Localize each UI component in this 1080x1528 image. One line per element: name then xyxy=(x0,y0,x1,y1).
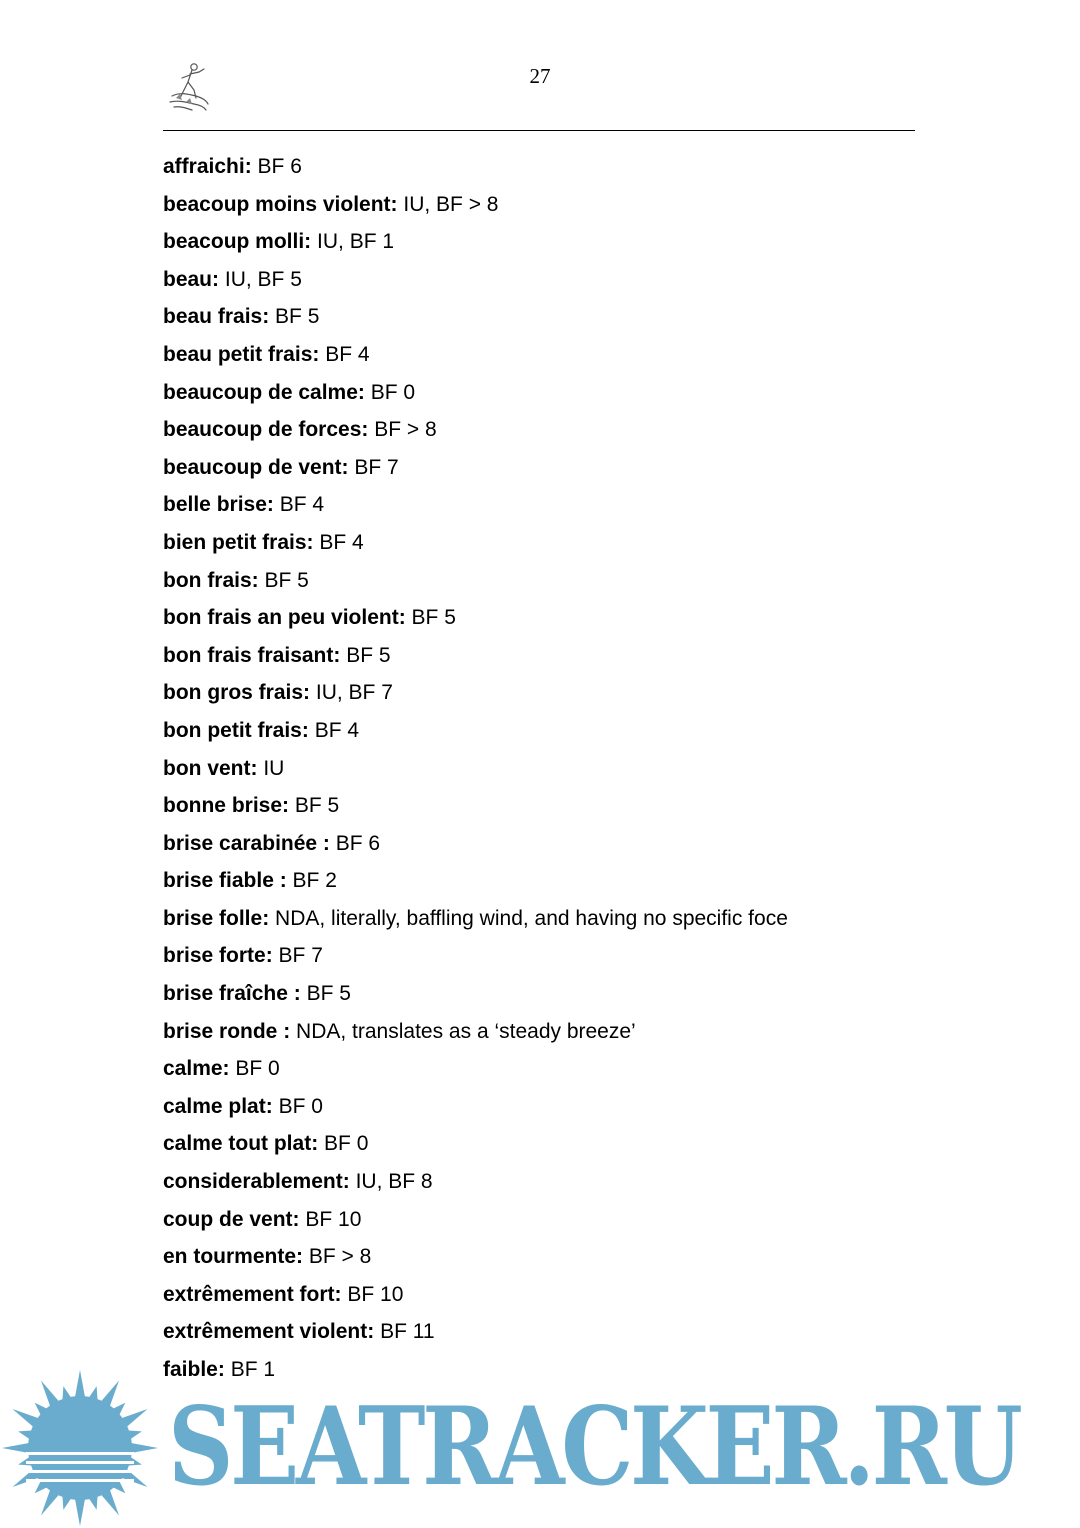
entry-value: BF 11 xyxy=(380,1320,435,1344)
glossary-entry xyxy=(163,678,1023,716)
entry-term: beacoup moins violent: xyxy=(163,192,398,216)
glossary-entry xyxy=(163,941,1023,979)
glossary-entry xyxy=(163,265,1023,303)
glossary-entry xyxy=(163,791,1023,829)
glossary-entry xyxy=(163,1167,1023,1205)
entry-term: beaucoup de forces: xyxy=(163,418,369,442)
glossary-entry xyxy=(163,490,1023,528)
entry-term: bon frais fraisant: xyxy=(163,643,341,667)
glossary-entry xyxy=(163,1054,1023,1092)
sun-icon xyxy=(0,1368,160,1528)
entry-term: beau frais: xyxy=(163,305,270,329)
entry-term: belle brise: xyxy=(163,493,274,517)
entry-value: NDA, translates as a ‘steady breeze’ xyxy=(296,1019,636,1043)
entry-value: BF 5 xyxy=(411,606,456,630)
glossary-list xyxy=(163,152,1023,1393)
entry-value: BF 0 xyxy=(235,1057,280,1081)
glossary-entry xyxy=(163,1017,1023,1055)
entry-value: BF 0 xyxy=(324,1132,369,1156)
entry-term: beau: xyxy=(163,267,220,291)
entry-value: BF 5 xyxy=(294,794,340,818)
entry-value: BF > 8 xyxy=(308,1245,372,1269)
entry-term: faible: xyxy=(163,1358,225,1381)
glossary-entry xyxy=(163,528,1023,566)
glossary-entry xyxy=(163,1092,1023,1130)
glossary-entry xyxy=(163,979,1023,1017)
page-number: 27 xyxy=(529,64,551,88)
entry-term: extrêmement fort: xyxy=(163,1282,342,1306)
entry-term: calme tout plat: xyxy=(163,1132,319,1156)
glossary-entry xyxy=(163,378,1023,416)
entry-term: bon petit frais: xyxy=(163,718,309,742)
glossary-entry xyxy=(163,1242,1023,1280)
entry-value: BF 6 xyxy=(257,155,302,178)
entry-value: IU, BF 7 xyxy=(315,681,393,705)
watermark-text: SEATRACKER.RU xyxy=(168,1384,1020,1510)
glossary-entry xyxy=(163,415,1023,453)
entry-term: en tourmente: xyxy=(163,1245,304,1269)
glossary-entry xyxy=(163,453,1023,491)
entry-value: BF > 8 xyxy=(374,418,437,442)
glossary-entry xyxy=(163,340,1023,378)
entry-value: IU, BF > 8 xyxy=(403,192,499,216)
entry-term: considerablement: xyxy=(163,1170,350,1194)
entry-value: BF 0 xyxy=(278,1094,323,1118)
sailor-figure-icon xyxy=(166,60,210,112)
glossary-entry xyxy=(163,904,1023,942)
entry-term: brise forte: xyxy=(163,944,273,968)
entry-value: BF 7 xyxy=(278,944,323,968)
entry-term: brise ronde : xyxy=(163,1019,291,1043)
glossary-entry xyxy=(163,716,1023,754)
entry-value: BF 5 xyxy=(264,568,309,592)
glossary-entry xyxy=(163,566,1023,604)
entry-value: BF 10 xyxy=(347,1282,404,1306)
entry-term: beau petit frais: xyxy=(163,342,320,366)
entry-value: NDA, literally, baffling wind, and having no specific foce xyxy=(275,906,788,930)
entry-value: BF 7 xyxy=(354,455,399,479)
entry-term: calme plat: xyxy=(163,1094,273,1118)
entry-term: bon frais an peu violent: xyxy=(163,606,406,630)
entry-term: affraichi: xyxy=(163,155,252,178)
entry-term: bien petit frais: xyxy=(163,530,314,554)
entry-value: IU, BF 1 xyxy=(317,230,395,254)
glossary-entry xyxy=(163,1205,1023,1243)
entry-value: BF 5 xyxy=(306,982,351,1006)
glossary-entry xyxy=(163,754,1023,792)
entry-value: BF 2 xyxy=(292,869,337,893)
glossary-entry xyxy=(163,1129,1023,1167)
entry-term: brise fraîche : xyxy=(163,982,301,1006)
glossary-entry xyxy=(163,1280,1023,1318)
entry-value: BF 5 xyxy=(346,643,391,667)
entry-term: beaucoup de calme: xyxy=(163,380,365,404)
entry-value: BF 4 xyxy=(279,493,325,517)
glossary-entry xyxy=(163,227,1023,265)
glossary-entry xyxy=(163,641,1023,679)
entry-term: brise carabinée : xyxy=(163,831,330,855)
glossary-entry xyxy=(163,1317,1023,1355)
entry-term: bon vent: xyxy=(163,756,258,780)
glossary-entry xyxy=(163,866,1023,904)
header-rule xyxy=(163,130,915,131)
entry-term: brise fiable : xyxy=(163,869,287,893)
entry-term: calme: xyxy=(163,1057,230,1081)
entry-value: BF 6 xyxy=(335,831,381,855)
entry-value: BF 10 xyxy=(305,1207,362,1231)
entry-value: IU, BF 8 xyxy=(355,1170,433,1194)
entry-term: brise folle: xyxy=(163,906,270,930)
entry-term: bon gros frais: xyxy=(163,681,311,705)
entry-term: extrêmement violent: xyxy=(163,1320,375,1344)
entry-term: beacoup molli: xyxy=(163,230,312,254)
entry-term: bon frais: xyxy=(163,568,259,592)
glossary-entry xyxy=(163,603,1023,641)
entry-value: BF 4 xyxy=(314,718,360,742)
entry-value: BF 1 xyxy=(230,1358,276,1381)
entry-term: beaucoup de vent: xyxy=(163,455,349,479)
glossary-entry xyxy=(163,190,1023,228)
entry-value: IU, BF 5 xyxy=(224,267,302,291)
entry-value: BF 4 xyxy=(325,342,370,366)
entry-term: bonne brise: xyxy=(163,794,290,818)
glossary-entry xyxy=(163,302,1023,340)
glossary-entry xyxy=(163,829,1023,867)
glossary-entry xyxy=(163,152,1023,190)
watermark xyxy=(0,1368,1080,1528)
entry-value: BF 0 xyxy=(370,380,416,404)
entry-value: BF 5 xyxy=(275,305,320,329)
entry-value: IU xyxy=(263,756,285,780)
entry-term: coup de vent: xyxy=(163,1207,300,1231)
entry-value: BF 4 xyxy=(319,530,364,554)
